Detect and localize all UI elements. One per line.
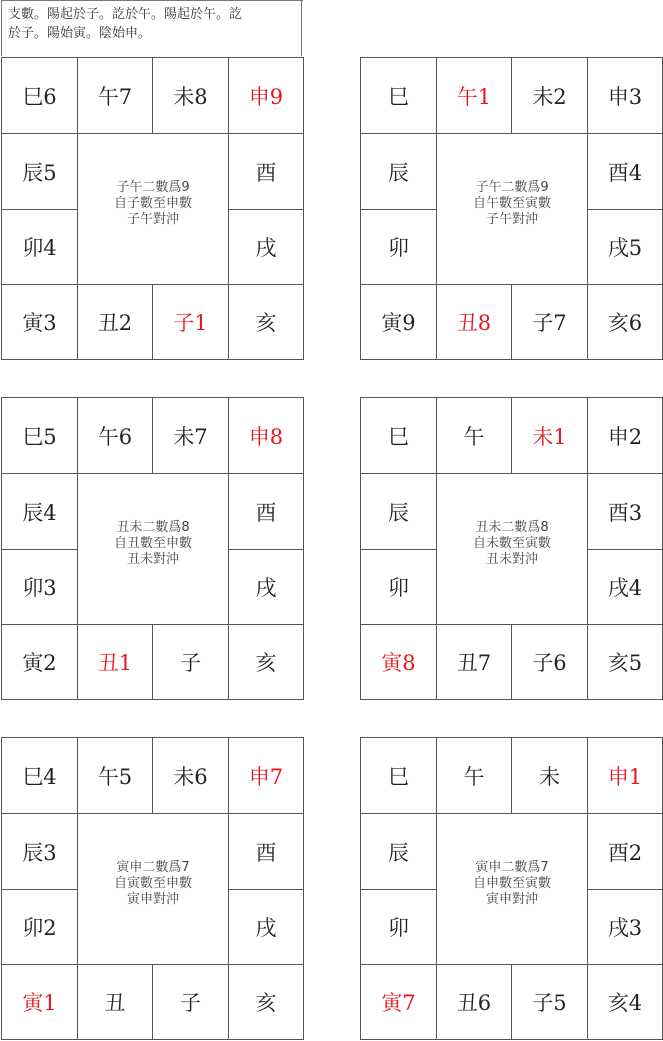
cell-zi: 子 xyxy=(152,964,229,1040)
cell-shen: 申9 xyxy=(228,57,304,134)
center-line-2: 自寅數至申數 xyxy=(113,876,192,891)
cell-chou: 丑8 xyxy=(436,284,512,360)
cell-hai: 亥 xyxy=(228,624,304,700)
cell-you: 酉 xyxy=(228,133,304,210)
cell-chou: 丑7 xyxy=(436,624,512,700)
cell-mao: 卯2 xyxy=(1,889,78,965)
cell-zi: 子5 xyxy=(511,964,588,1040)
cell-mao: 卯4 xyxy=(1,209,78,285)
cell-chen: 辰4 xyxy=(1,473,78,550)
cell-chou: 丑1 xyxy=(77,624,153,700)
cell-hai: 亥6 xyxy=(587,284,663,360)
cell-chen: 辰 xyxy=(360,473,437,550)
center-note xyxy=(77,133,229,285)
center-line-1: 子午二數爲9 xyxy=(475,180,549,195)
cell-chen: 辰3 xyxy=(1,813,78,890)
cell-wei: 未7 xyxy=(152,397,229,474)
center-line-3: 丑未對沖 xyxy=(126,552,179,567)
center-line-2: 自丑數至申數 xyxy=(113,536,192,551)
center-note xyxy=(436,813,588,965)
cell-xu: 戌 xyxy=(228,889,304,965)
cell-hai: 亥 xyxy=(228,284,304,360)
branch-grid-4 xyxy=(360,397,662,700)
cell-mao: 卯 xyxy=(360,209,437,285)
cell-shen: 申8 xyxy=(228,397,304,474)
center-line-3: 子午對沖 xyxy=(485,212,538,227)
cell-you: 酉3 xyxy=(587,473,663,550)
center-line-3: 丑未對沖 xyxy=(485,552,538,567)
cell-chou: 丑2 xyxy=(77,284,153,360)
cell-hai: 亥5 xyxy=(587,624,663,700)
center-line-1: 丑未二數爲8 xyxy=(475,520,549,535)
center-line-1: 寅申二數爲7 xyxy=(116,860,190,875)
center-line-1: 寅申二數爲7 xyxy=(475,860,549,875)
cell-chen: 辰 xyxy=(360,133,437,210)
cell-si: 巳6 xyxy=(1,57,78,134)
branch-grid-1 xyxy=(1,57,303,360)
cell-xu: 戌 xyxy=(228,209,304,285)
center-note xyxy=(77,813,229,965)
center-note xyxy=(436,473,588,625)
cell-wei: 未1 xyxy=(511,397,588,474)
cell-yin: 寅1 xyxy=(1,964,78,1040)
header-note xyxy=(1,0,302,56)
cell-zi: 子1 xyxy=(152,284,229,360)
cell-you: 酉4 xyxy=(587,133,663,210)
cell-si: 巳4 xyxy=(1,737,78,814)
cell-chen: 辰 xyxy=(360,813,437,890)
header-line-1: 支數。陽起於子。訖於午。陽起於午。訖 xyxy=(8,7,243,22)
cell-si: 巳5 xyxy=(1,397,78,474)
cell-xu: 戌4 xyxy=(587,549,663,625)
cell-you: 酉2 xyxy=(587,813,663,890)
cell-si: 巳 xyxy=(360,57,437,134)
cell-you: 酉 xyxy=(228,473,304,550)
cell-shen: 申1 xyxy=(587,737,663,814)
center-line-3: 寅申對沖 xyxy=(126,892,179,907)
center-note xyxy=(77,473,229,625)
branch-grid-5 xyxy=(1,737,303,1040)
cell-zi: 子 xyxy=(152,624,229,700)
cell-zi: 子6 xyxy=(511,624,588,700)
cell-hai: 亥4 xyxy=(587,964,663,1040)
cell-wu: 午1 xyxy=(436,57,512,134)
cell-yin: 寅3 xyxy=(1,284,78,360)
cell-wu: 午5 xyxy=(77,737,153,814)
cell-you: 酉 xyxy=(228,813,304,890)
center-line-2: 自申數至寅數 xyxy=(472,876,551,891)
cell-zi: 子7 xyxy=(511,284,588,360)
branch-grid-2 xyxy=(360,57,662,360)
cell-yin: 寅2 xyxy=(1,624,78,700)
cell-si: 巳 xyxy=(360,397,437,474)
cell-wei: 未6 xyxy=(152,737,229,814)
cell-mao: 卯 xyxy=(360,549,437,625)
cell-wu: 午 xyxy=(436,397,512,474)
cell-chou: 丑 xyxy=(77,964,153,1040)
branch-grid-3 xyxy=(1,397,303,700)
cell-xu: 戌3 xyxy=(587,889,663,965)
cell-yin: 寅8 xyxy=(360,624,437,700)
cell-mao: 卯3 xyxy=(1,549,78,625)
cell-shen: 申7 xyxy=(228,737,304,814)
center-line-2: 自午數至寅數 xyxy=(472,196,551,211)
cell-xu: 戌 xyxy=(228,549,304,625)
cell-wei: 未 xyxy=(511,737,588,814)
cell-wei: 未8 xyxy=(152,57,229,134)
cell-wei: 未2 xyxy=(511,57,588,134)
cell-chen: 辰5 xyxy=(1,133,78,210)
branch-grid-6 xyxy=(360,737,662,1040)
header-line-2: 於子。陽始寅。陰始申。 xyxy=(8,26,152,41)
cell-hai: 亥 xyxy=(228,964,304,1040)
center-line-2: 自未數至寅數 xyxy=(472,536,551,551)
cell-wu: 午7 xyxy=(77,57,153,134)
cell-si: 巳 xyxy=(360,737,437,814)
center-line-2: 自子數至申數 xyxy=(113,196,192,211)
center-note xyxy=(436,133,588,285)
cell-yin: 寅9 xyxy=(360,284,437,360)
cell-mao: 卯 xyxy=(360,889,437,965)
center-line-3: 寅申對沖 xyxy=(485,892,538,907)
cell-wu: 午6 xyxy=(77,397,153,474)
cell-shen: 申2 xyxy=(587,397,663,474)
center-line-3: 子午對沖 xyxy=(126,212,179,227)
center-line-1: 丑未二數爲8 xyxy=(116,520,190,535)
cell-xu: 戌5 xyxy=(587,209,663,285)
cell-shen: 申3 xyxy=(587,57,663,134)
cell-chou: 丑6 xyxy=(436,964,512,1040)
center-line-1: 子午二數爲9 xyxy=(116,180,190,195)
cell-wu: 午 xyxy=(436,737,512,814)
cell-yin: 寅7 xyxy=(360,964,437,1040)
